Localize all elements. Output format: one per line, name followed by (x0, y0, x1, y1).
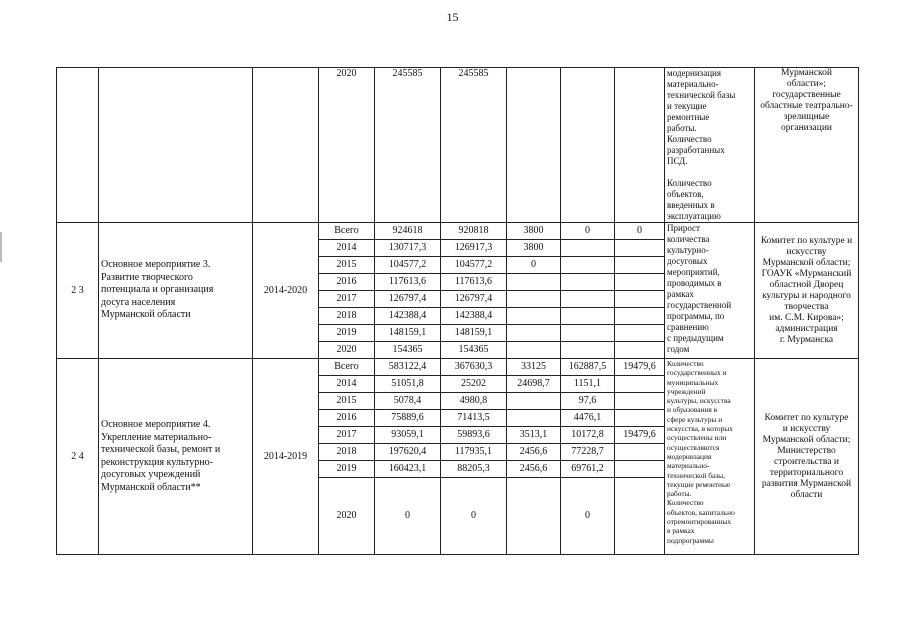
year-cell: 2016 (319, 410, 375, 427)
year-cell: 2014 (319, 376, 375, 393)
year-cell: 2018 (319, 308, 375, 325)
indicator-line: досуговых (667, 256, 708, 266)
indicator-line: эксплуатацию (667, 211, 721, 221)
local-budget-cell: 77228,7 (561, 444, 615, 461)
indicator-line: осуществлены или (667, 433, 727, 443)
program-table (56, 67, 859, 555)
indicator-line: текущие ремонтные (667, 479, 731, 489)
local-budget-cell (561, 308, 615, 325)
margin-mark (0, 232, 2, 262)
year-cell: 2019 (319, 325, 375, 342)
year-cell: 2015 (319, 393, 375, 410)
activity-name-line: Мурманской области** (101, 481, 201, 493)
indicator-line: разработанных (667, 145, 725, 155)
local-budget-cell: 0 (561, 223, 615, 240)
regional-budget-cell: 0 (441, 478, 507, 555)
local-budget-cell (561, 342, 615, 359)
local-budget-cell: 97,6 (561, 393, 615, 410)
local-budget-cell (561, 274, 615, 291)
regional-budget-cell: 59893,6 (441, 427, 507, 444)
executor-line: Министерство (777, 445, 836, 456)
activity-name-line: потенциала и организация (101, 284, 214, 296)
executor-line: области»; (786, 79, 827, 89)
activity-name-line: досуговых учреждений (101, 469, 201, 480)
activity-name-line: досуга населения (101, 296, 176, 308)
executor-line: Мурманской области; (762, 257, 851, 268)
regional-budget-cell: 148159,1 (441, 325, 507, 342)
other-funds-cell (615, 342, 665, 359)
indicator-line: объектов, (667, 189, 704, 199)
federal-budget-cell (507, 325, 561, 342)
name-cell (99, 68, 253, 223)
indicator-cell (665, 68, 755, 223)
executor-line: зрелищные (783, 112, 830, 122)
executor-line: областной Дворец (769, 279, 844, 290)
indicator-line: материально- (667, 79, 719, 89)
executor-cell (755, 68, 859, 223)
local-budget-cell (561, 240, 615, 257)
regional-budget-cell: 25202 (441, 376, 507, 393)
total-cell: 154365 (375, 342, 441, 359)
indicator-line: проводимых в (667, 278, 722, 288)
executor-line: ГОАУК «Мурманский (761, 268, 852, 279)
indicator-line: с предыдущим (667, 333, 724, 343)
executor-line: Комитет по культуре и (760, 235, 853, 246)
executor-line: администрация (775, 323, 838, 334)
indicator-line (667, 167, 752, 178)
local-budget-cell (561, 257, 615, 274)
regional-budget-cell: 88205,3 (441, 461, 507, 478)
total-cell: 0 (375, 478, 441, 555)
total-cell: 5078,4 (375, 393, 441, 410)
regional-budget-cell: 117613,6 (441, 274, 507, 291)
indicator-cell (665, 223, 755, 359)
executor-line: искусству (786, 246, 827, 257)
indicator-line: технической базы, (667, 470, 725, 480)
executor-line: культуры и народного (762, 290, 851, 301)
num-cell (57, 68, 99, 223)
table-row (57, 223, 859, 240)
federal-budget-cell (507, 308, 561, 325)
local-budget-cell: 0 (561, 478, 615, 555)
local-budget-cell: 4476,1 (561, 410, 615, 427)
indicator-line: искусства, в которых (667, 424, 733, 434)
year-cell: 2015 (319, 257, 375, 274)
total-cell: 117613,6 (375, 274, 441, 291)
indicator-line: сравнению (667, 322, 709, 332)
other-funds-cell (615, 291, 665, 308)
total-cell: 583122,4 (375, 359, 441, 376)
activity-name-line: технической базы, ремонт и (101, 444, 221, 455)
year-cell: 2020 (319, 478, 375, 555)
other-funds-cell (615, 461, 665, 478)
year-cell: 2018 (319, 444, 375, 461)
regional-budget-cell: 920818 (441, 223, 507, 240)
federal-budget-cell (507, 410, 561, 427)
total-cell: 197620,4 (375, 444, 441, 461)
federal-budget-cell: 3800 (507, 240, 561, 257)
other-funds-cell (615, 68, 665, 223)
total-cell: 245585 (375, 68, 441, 223)
regional-budget-cell: 126797,4 (441, 291, 507, 308)
total-cell: 142388,4 (375, 308, 441, 325)
indicator-line: Количество (667, 178, 712, 188)
executor-line: им. С.М. Кирова»; (769, 312, 844, 323)
other-funds-cell (615, 325, 665, 342)
indicator-line: технической базы (667, 90, 736, 100)
total-cell: 130717,3 (375, 240, 441, 257)
indicator-line: государственных и (667, 368, 727, 378)
regional-budget-cell: 245585 (441, 68, 507, 223)
executor-cell (755, 359, 859, 555)
indicator-line: в рамках (667, 526, 695, 536)
indicator-line: годом (667, 344, 690, 354)
local-budget-cell: 1151,1 (561, 376, 615, 393)
activity-name-line: Основное мероприятие 3. (101, 259, 211, 271)
year-cell: 2020 (319, 68, 375, 223)
indicator-line: рамках (667, 289, 694, 299)
federal-budget-cell: 2456,6 (507, 461, 561, 478)
indicator-line: культурно- (667, 245, 709, 255)
indicator-line: Количество (667, 498, 704, 508)
indicator-line: сфере культуры и (667, 414, 723, 424)
regional-budget-cell: 154365 (441, 342, 507, 359)
period-cell: 2014-2019 (253, 359, 319, 555)
federal-budget-cell: 3800 (507, 223, 561, 240)
other-funds-cell (615, 274, 665, 291)
regional-budget-cell: 117935,1 (441, 444, 507, 461)
executor-line: строительства и (774, 456, 839, 467)
local-budget-cell: 10172,8 (561, 427, 615, 444)
table-row (57, 359, 859, 376)
executor-line: и искусству (782, 423, 831, 434)
executor-line: Мурманской области; (762, 434, 851, 445)
other-funds-cell: 19479,6 (615, 359, 665, 376)
federal-budget-cell: 33125 (507, 359, 561, 376)
executor-line: областные театрально- (760, 101, 853, 111)
executor-line: развития Мурманской (761, 478, 852, 489)
year-cell: 2017 (319, 427, 375, 444)
federal-budget-cell: 2456,6 (507, 444, 561, 461)
indicator-line: работы. (667, 489, 692, 499)
indicator-cell (665, 359, 755, 555)
year-cell: 2019 (319, 461, 375, 478)
total-cell: 148159,1 (375, 325, 441, 342)
regional-budget-cell: 104577,2 (441, 257, 507, 274)
indicator-line: Количество (667, 359, 704, 368)
other-funds-cell (615, 257, 665, 274)
indicator-line: объектов, капитально (667, 507, 735, 517)
indicator-line: количества (667, 234, 710, 244)
federal-budget-cell: 24698,7 (507, 376, 561, 393)
executor-line: г. Мурманска (779, 334, 834, 345)
year-cell: 2017 (319, 291, 375, 308)
total-cell: 75889,6 (375, 410, 441, 427)
regional-budget-cell: 71413,5 (441, 410, 507, 427)
indicator-line: модернизация (667, 68, 721, 78)
year-cell: 2014 (319, 240, 375, 257)
other-funds-cell (615, 308, 665, 325)
year-cell: 2016 (319, 274, 375, 291)
total-cell: 160423,1 (375, 461, 441, 478)
indicator-line: модернизация (667, 451, 712, 461)
executor-line: Мурманской (781, 68, 832, 78)
indicator-line: программы, по (667, 311, 725, 321)
indicator-line: Количество (667, 134, 712, 144)
other-funds-cell: 0 (615, 223, 665, 240)
indicator-line: муниципальных (667, 377, 719, 387)
row-number: 2 4 (57, 359, 99, 555)
total-cell: 93059,1 (375, 427, 441, 444)
executor-line: Комитет по культуре (764, 412, 849, 423)
executor-line: организации (780, 123, 832, 133)
indicator-line: государственной (667, 300, 732, 310)
other-funds-cell (615, 410, 665, 427)
indicator-line: ПСД. (667, 156, 688, 166)
indicator-line: введенных в (667, 200, 715, 210)
federal-budget-cell (507, 291, 561, 308)
federal-budget-cell: 0 (507, 257, 561, 274)
federal-budget-cell (507, 342, 561, 359)
activity-name-line: Укрепление материально- (101, 431, 212, 443)
other-funds-cell (615, 240, 665, 257)
table-row (57, 68, 859, 223)
indicator-line: ремонтные (667, 112, 710, 122)
executor-line: области (790, 489, 823, 500)
indicator-line: осуществляются (667, 442, 720, 452)
total-cell: 104577,2 (375, 257, 441, 274)
regional-budget-cell: 126917,3 (441, 240, 507, 257)
activity-name-line: реконструкция культурно- (101, 456, 213, 468)
other-funds-cell: 19479,6 (615, 427, 665, 444)
local-budget-cell: 162887,5 (561, 359, 615, 376)
year-cell: Всего (319, 223, 375, 240)
federal-budget-cell (507, 478, 561, 555)
other-funds-cell (615, 444, 665, 461)
indicator-line: материально- (667, 461, 710, 471)
federal-budget-cell (507, 274, 561, 291)
regional-budget-cell: 142388,4 (441, 308, 507, 325)
indicator-line: учреждений (667, 386, 706, 396)
indicator-line: и текущие (667, 101, 707, 111)
other-funds-cell (615, 393, 665, 410)
activity-name-line: Мурманской области (101, 309, 191, 321)
activity-name-line: Основное мероприятие 4. (101, 419, 211, 430)
local-budget-cell (561, 325, 615, 342)
indicator-line: отремонтированных (667, 517, 732, 527)
regional-budget-cell: 4980,8 (441, 393, 507, 410)
indicator-line: работы. (667, 123, 697, 133)
indicator-line: Прирост (667, 223, 700, 233)
row-number: 2 3 (57, 223, 99, 359)
other-funds-cell (615, 376, 665, 393)
indicator-line: и образования в (667, 405, 718, 415)
regional-budget-cell: 367630,3 (441, 359, 507, 376)
local-budget-cell (561, 68, 615, 223)
period-cell: 2014-2020 (253, 223, 319, 359)
federal-budget-cell (507, 68, 561, 223)
activity-name-cell (99, 223, 253, 359)
activity-name-cell (99, 359, 253, 555)
total-cell: 924618 (375, 223, 441, 240)
local-budget-cell: 69761,2 (561, 461, 615, 478)
executor-line: территориального (769, 467, 844, 478)
indicator-line: подпрограммы (667, 535, 714, 545)
executor-cell (755, 223, 859, 359)
total-cell: 51051,8 (375, 376, 441, 393)
activity-name-line: Развитие творческого (101, 271, 193, 283)
year-cell: 2020 (319, 342, 375, 359)
year-cell: Всего (319, 359, 375, 376)
page-number: 15 (446, 10, 459, 24)
federal-budget-cell (507, 393, 561, 410)
other-funds-cell (615, 478, 665, 555)
indicator-line: культуры, искусства (667, 396, 731, 406)
executor-line: творчества (784, 301, 829, 312)
total-cell: 126797,4 (375, 291, 441, 308)
indicator-line: мероприятий, (667, 267, 720, 277)
period-cell (253, 68, 319, 223)
federal-budget-cell: 3513,1 (507, 427, 561, 444)
local-budget-cell (561, 291, 615, 308)
executor-line: государственные (772, 90, 841, 100)
